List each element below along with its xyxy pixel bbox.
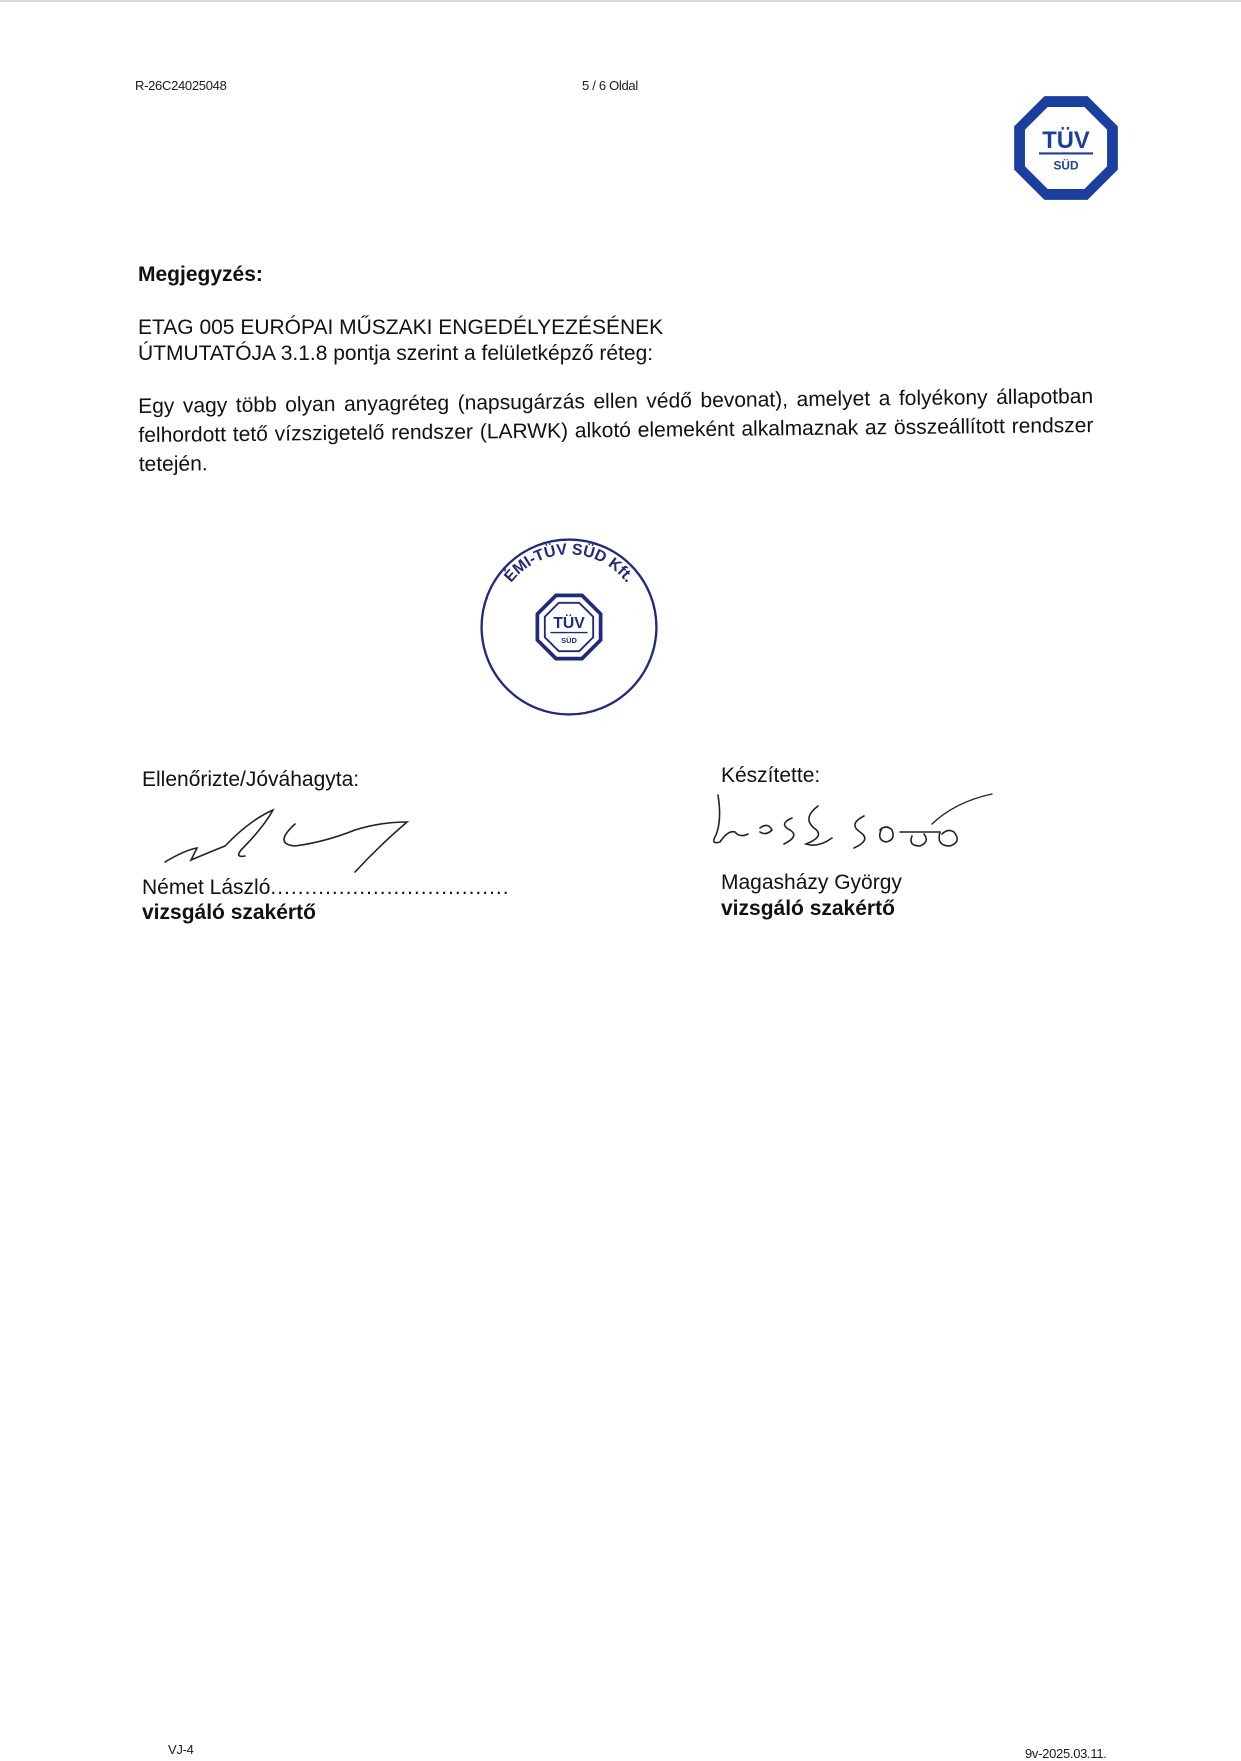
form-version: 9v-2025.03.11. (1025, 1746, 1107, 1761)
definition-paragraph: Egy vagy több olyan anyagréteg (napsugárzás ellen védő bevonat), amelyet a folyékony állapotban felhordott tető vízszigetelő rendszer (LARWK) alkotó elemeként alkalmaznak az összeállított rendszer tetején. (138, 384, 1094, 476)
preparer-name: Magasházy György (721, 871, 902, 894)
stamp-logo-sub: SÜD (561, 635, 577, 645)
page-number: 5 / 6 Oldal (582, 78, 638, 93)
approved-label: Ellenőrizte/Jóváhagyta: (142, 768, 360, 791)
approver-signature (155, 800, 415, 875)
preparer-signature (700, 790, 1010, 860)
approver-name: Német László (142, 876, 271, 899)
signature-dots: ................................... (270, 876, 510, 899)
logo-text-main: TÜV (1042, 127, 1090, 154)
approver-name-line (142, 876, 510, 900)
approver-role: vizsgáló szakértő (142, 901, 316, 924)
stamp-ring-text: ÉMI-TÜV SÜD Kft. (501, 541, 637, 586)
top-border (0, 0, 1241, 2)
prepared-label: Készítette: (721, 764, 821, 787)
note-heading: Megjegyzés: (138, 263, 263, 286)
form-code: VJ-4 (168, 1742, 194, 1757)
reference-line-1: ETAG 005 EURÓPAI MŰSZAKI ENGEDÉLYEZÉSÉNEK (138, 316, 664, 339)
reference-line-2: ÚTMUTATÓJA 3.1.8 pontja szerint a felületképző réteg: (138, 342, 654, 365)
stamp-logo-main: TÜV (553, 614, 585, 632)
preparer-role: vizsgáló szakértő (721, 897, 895, 920)
company-stamp-icon (476, 534, 662, 720)
report-id: R-26C24025048 (135, 78, 227, 93)
tuv-sud-logo-icon (1012, 94, 1120, 202)
svg-text:ÉMI-TÜV SÜD Kft. (500, 541, 637, 586)
logo-text-sub: SÜD (1053, 158, 1079, 173)
